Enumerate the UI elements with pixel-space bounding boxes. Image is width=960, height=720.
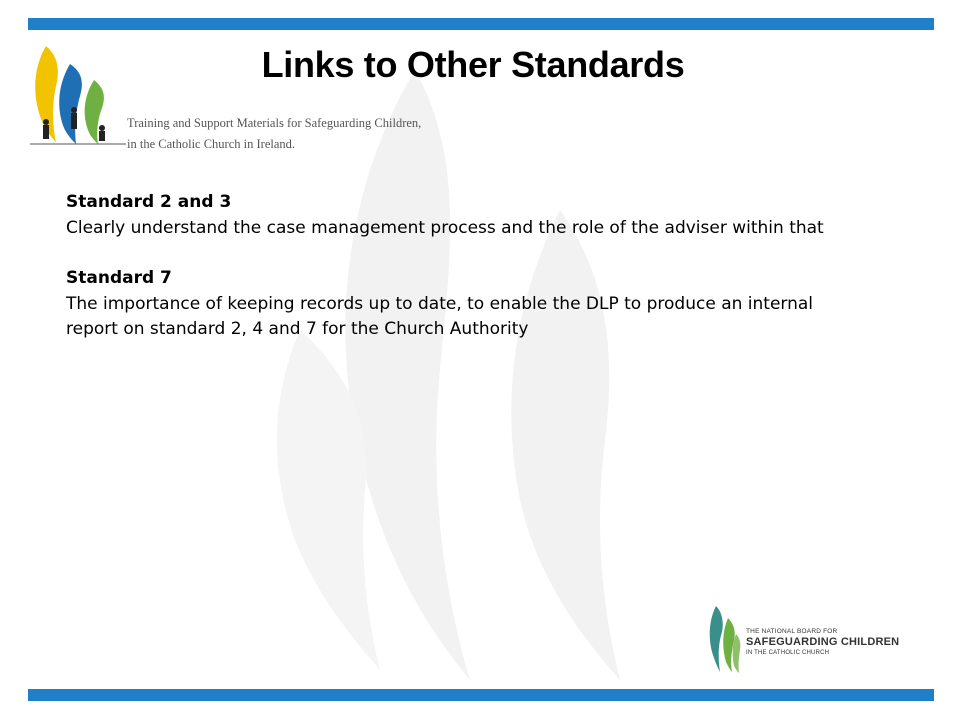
national-board-line-1: THE NATIONAL BOARD FOR: [746, 628, 838, 635]
section-body: Clearly understand the case management process and the role of the adviser within that: [66, 217, 824, 238]
content-body: [66, 190, 846, 368]
section-heading: Standard 2 and 3: [66, 192, 232, 212]
bottom-accent-bar: [28, 689, 934, 701]
national-board-line-3: IN THE CATHOLIC CHURCH: [746, 650, 830, 656]
national-board-logo: [706, 604, 916, 674]
tagline-line-2: in the Catholic Church in Ireland.: [127, 137, 296, 151]
national-board-flame-icon: [706, 604, 742, 674]
section-heading: Standard 7: [66, 268, 172, 288]
page-title: Links to Other Standards: [261, 44, 685, 85]
national-board-text: [746, 627, 899, 658]
section-standard-2-3: [66, 190, 846, 241]
section-body: The importance of keeping records up to date, to enable the DLP to produce an internal report on standard 2, 4 and 7 for the Church Authority: [66, 293, 814, 339]
logo-tagline: [127, 113, 421, 155]
national-board-line-2: SAFEGUARDING CHILDREN: [746, 636, 900, 648]
top-accent-bar: [28, 18, 934, 30]
tagline-line-1: Training and Support Materials for Safeguarding Children,: [127, 116, 422, 130]
section-standard-7: [66, 266, 846, 343]
